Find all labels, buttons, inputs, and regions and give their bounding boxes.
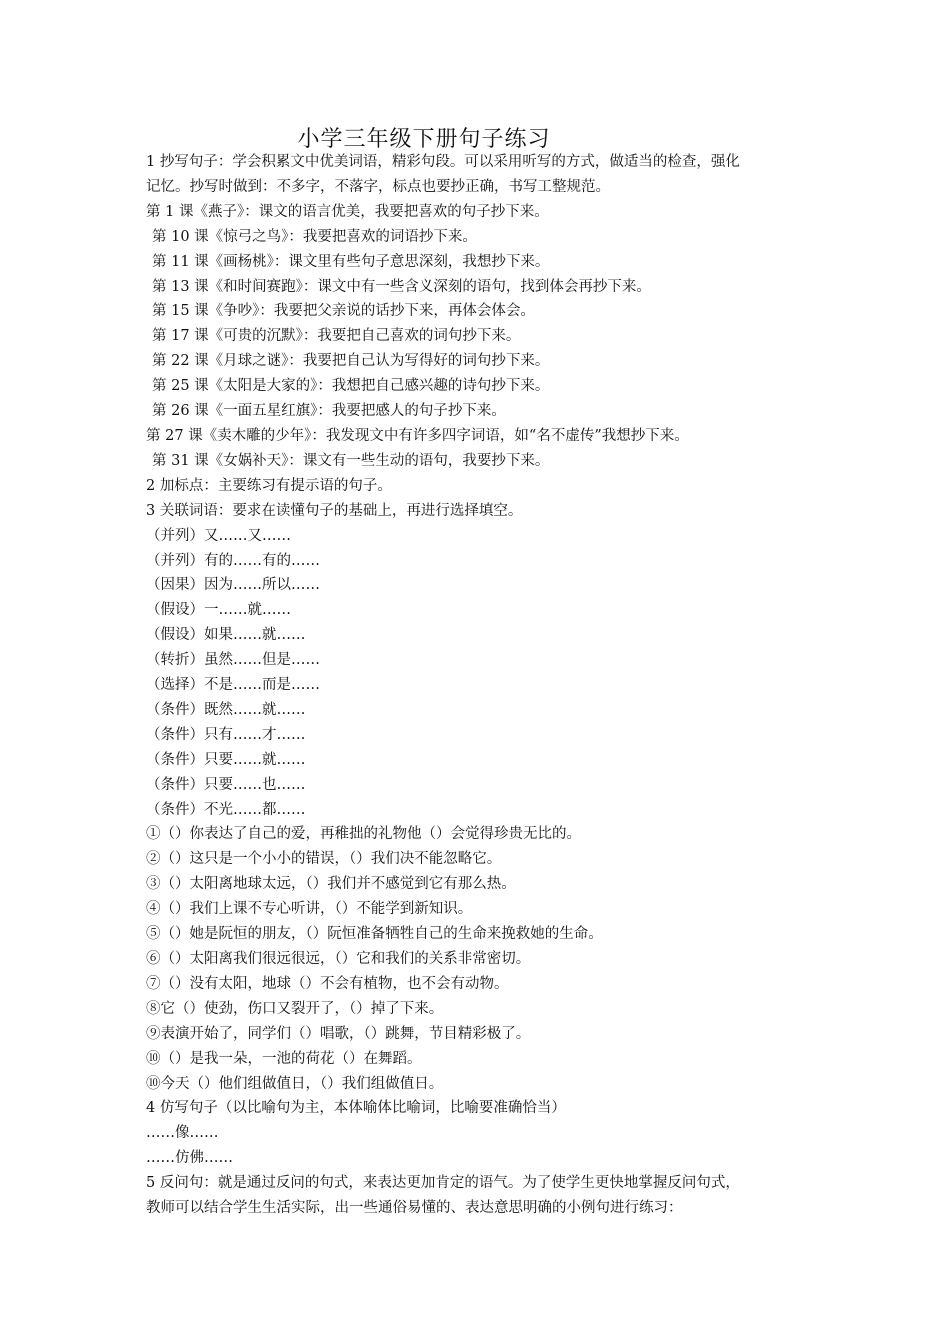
lesson-line: 第 13 课《和时间赛跑》：课文中有一些含义深刻的语句，找到体会再抄下来。 <box>152 278 651 295</box>
exercise-item: ④（）我们上课不专心听讲，（）不能学到新知识。 <box>146 901 473 918</box>
lesson-line: 第 22 课《月球之谜》：我要把自己认为写得好的词句抄下来。 <box>152 353 550 370</box>
lesson-line: 第 11 课《画杨桃》：课文里有些句子意思深刻，我想抄下来。 <box>152 253 550 270</box>
lesson-line: 第 15 课《争吵》：我要把父亲说的话抄下来，再体会体会。 <box>152 303 535 320</box>
lesson-line: 第 31 课《女娲补天》：课文有一些生动的语句，我要抄下来。 <box>152 452 550 469</box>
section-heading: 4 仿写句子（以比喻句为主，本体喻体比喻词，比喻要准确恰当） <box>146 1100 566 1117</box>
text-line: 教师可以结合学生生活实际，出一些通俗易懂的、表达意思明确的小例句进行练习： <box>146 1200 683 1217</box>
exercise-item: ⑥（）太阳离我们很远很远，（）它和我们的关系非常密切。 <box>146 951 531 967</box>
conjunction-item: （条件）只要……也…… <box>146 776 306 793</box>
lesson-line: 第 1 课《燕子》：课文的语言优美，我要把喜欢的句子抄下来。 <box>146 203 549 220</box>
pattern-line: ……仿佛…… <box>146 1150 233 1167</box>
exercise-item: ⑧它（）使劲，伤口又裂开了，（）掉了下来。 <box>146 1000 444 1017</box>
exercise-item: ②（）这只是一个小小的错误，（）我们决不能忽略它。 <box>146 851 502 868</box>
page-title: 小学三年级下册句子练习 <box>297 127 551 152</box>
conjunction-item: （条件）只有……才…… <box>146 726 306 743</box>
lesson-line: 第 17 课《可贵的沉默》：我要把自己喜欢的词句抄下来。 <box>152 328 521 345</box>
section-heading: 2 加标点：主要练习有提示语的句子。 <box>146 477 392 494</box>
exercise-item: ⑦（）没有太阳，地球（）不会有植物，也不会有动物。 <box>146 975 509 992</box>
exercise-item: ⑩今天（）他们组做值日，（）我们组做值日。 <box>146 1075 444 1092</box>
exercise-item: ⑨表演开始了，同学们（）唱歌，（）跳舞，节目精彩极了。 <box>146 1025 531 1042</box>
lesson-line: 第 25 课《太阳是大家的》：我想把自己感兴趣的诗句抄下来。 <box>152 378 550 395</box>
lesson-line: 第 27 课《卖木雕的少年》：我发现文中有许多四字词语，如“名不虚传”我想抄下来。 <box>146 427 689 444</box>
lesson-line: 第 26 课《一面五星红旗》：我要把感人的句子抄下来。 <box>152 403 506 420</box>
text-line: 记忆。抄写时做到：不多字，不落字，标点也要抄正确，书写工整规范。 <box>146 178 610 195</box>
conjunction-item: （因果）因为……所以…… <box>146 577 320 594</box>
exercise-item: ③（）太阳离地球太远，（）我们并不感觉到它有那么热。 <box>146 876 516 893</box>
conjunction-item: （条件）只要……就…… <box>146 751 306 768</box>
conjunction-item: （转折）虽然……但是…… <box>146 652 320 669</box>
exercise-item: ⑩（）是我一朵，一池的荷花（）在舞蹈。 <box>146 1050 422 1067</box>
text-line: 1 抄写句子：学会积累文中优美词语，精彩句段。可以采用听写的方式，做适当的检查，强化 <box>146 154 740 170</box>
conjunction-item: （假设）如果……就…… <box>146 627 306 644</box>
pattern-line: ……像…… <box>146 1125 219 1142</box>
conjunction-item: （条件）不光……都…… <box>146 801 306 818</box>
conjunction-item: （并列）又……又…… <box>146 527 291 544</box>
conjunction-item: （假设）一……就…… <box>146 602 291 619</box>
document-body <box>146 150 816 1221</box>
conjunction-item: （选择）不是……而是…… <box>146 677 320 694</box>
lesson-line: 第 10 课《惊弓之鸟》：我要把喜欢的词语抄下来。 <box>152 228 477 245</box>
conjunction-item: （条件）既然……就…… <box>146 701 306 718</box>
section-heading: 3 关联词语：要求在读懂句子的基础上，再进行选择填空。 <box>146 502 523 519</box>
conjunction-item: （并列）有的……有的…… <box>146 552 320 569</box>
exercise-item: ①（）你表达了自己的爱，再稚拙的礼物他（）会觉得珍贵无比的。 <box>146 826 581 843</box>
section-heading: 5 反问句：就是通过反问的句式，来表达更加肯定的语气。为了使学生更快地掌握反问句式， <box>146 1175 740 1192</box>
exercise-item: ⑤（）她是阮恒的朋友，（）阮恒准备牺牲自己的生命来挽救她的生命。 <box>146 926 603 943</box>
